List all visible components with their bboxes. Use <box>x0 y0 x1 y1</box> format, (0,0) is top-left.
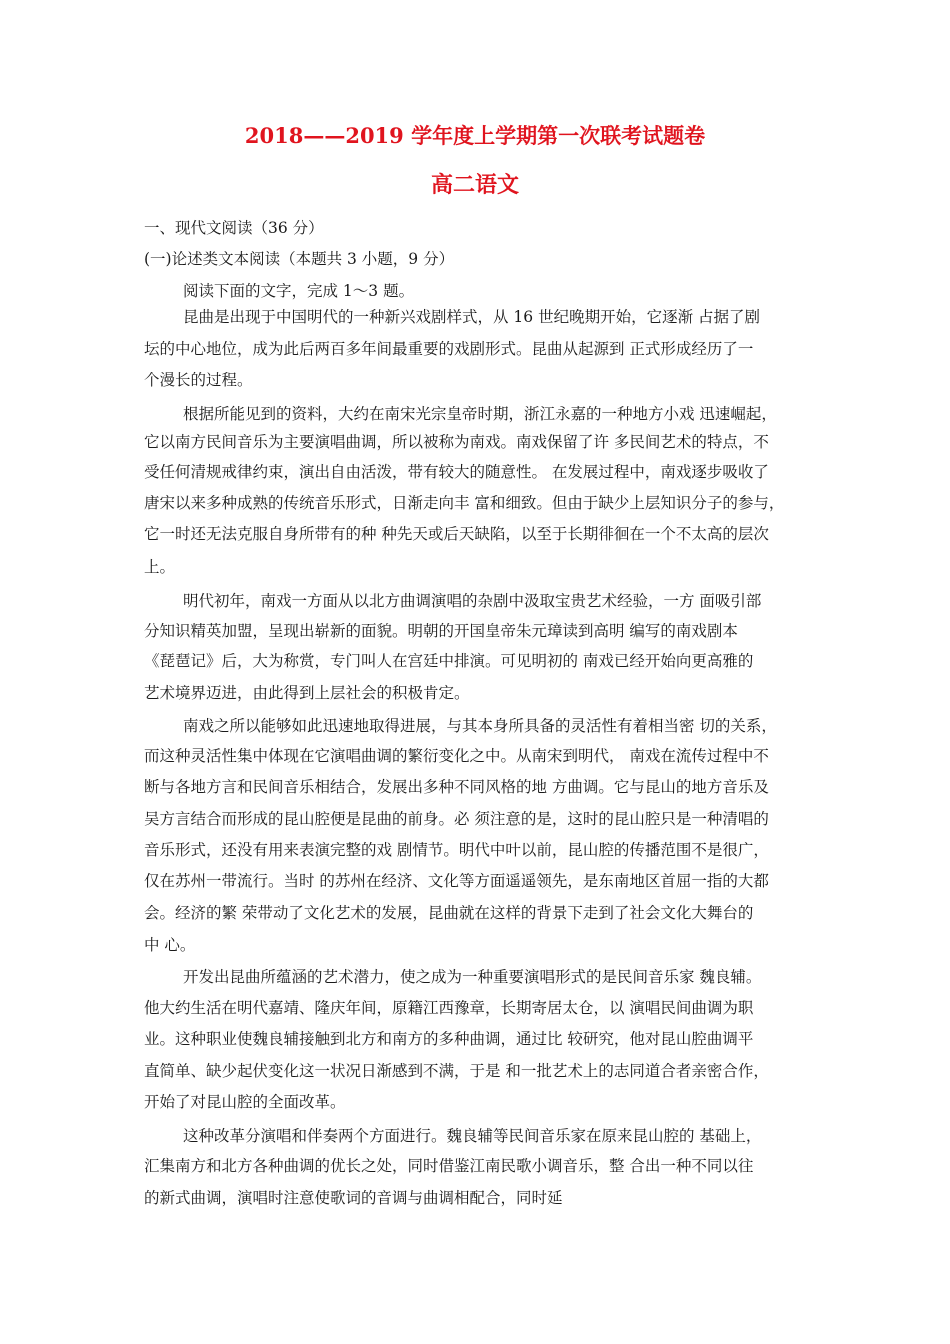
paragraph-line: 分知识精英加盟，呈现出崭新的面貌。明朝的开国皇帝朱元璋读到高明 编写的南戏剧本 <box>144 622 738 640</box>
exam-subject: 高二语文 <box>430 172 519 198</box>
paragraph-line: 上。 <box>144 558 176 576</box>
paragraph-line: 唐宋以来多种成熟的传统音乐形式，日渐走向丰 富和细致。但由于缺少上层知识分子的参与， <box>144 494 785 512</box>
paragraph-line: 而这种灵活性集中体现在它演唱曲调的繁衍变化之中。从南宋到明代， 南戏在流传过程中不 <box>144 747 769 765</box>
paragraph-line: 汇集南方和北方各种曲调的优长之处，同时借鉴江南民歌小调音乐，整 合出一种不同以往 <box>144 1157 754 1175</box>
paragraph-line: 艺术境界迈进，由此得到上层社会的积极肯定。 <box>144 684 470 702</box>
paragraph-line: 直简单、缺少起伏变化这一状况日渐感到不满，于是 和一批艺术上的志同道合者亲密合作， <box>144 1062 769 1080</box>
paragraph-line: 开始了对昆山腔的全面改革。 <box>144 1093 346 1111</box>
paragraph-line: 根据所能见到的资料，大约在南宋光宗皇帝时期，浙江永嘉的一种地方小戏 迅速崛起， <box>183 405 777 423</box>
paragraph-line: 南戏之所以能够如此迅速地取得进展，与其本身所具备的灵活性有着相当密 切的关系， <box>183 717 777 735</box>
paragraph-line: 业。这种职业使魏良辅接触到北方和南方的多种曲调，通过比 较研究，他对昆山腔曲调平 <box>144 1030 754 1048</box>
paragraph-line: 个漫长的过程。 <box>144 371 253 389</box>
paragraph-line: 中 心。 <box>144 936 196 954</box>
paragraph-line: 它一时还无法克服自身所带有的种 种先天或后天缺陷，以至于长期徘徊在一个不太高的层次 <box>144 525 769 543</box>
paragraph-line: 《琵琶记》后，大为称赏，专门叫人在宫廷中排演。可见明初的 南戏已经开始向更高雅的 <box>144 652 754 670</box>
paragraph-line: 它以南方民间音乐为主要演唱曲调，所以被称为南戏。南戏保留了许 多民间艺术的特点，不 <box>144 433 769 451</box>
paragraph-line: 昆曲是出现于中国明代的一种新兴戏剧样式，从 16 世纪晚期开始，它逐渐 占据了剧 <box>183 308 761 326</box>
paragraph-line: 音乐形式，还没有用来表演完整的戏 剧情节。明代中叶以前，昆山腔的传播范围不是很广， <box>144 841 769 859</box>
paragraph-line: 仅在苏州一带流行。当时 的苏州在经济、文化等方面遥遥领先，是东南地区首屈一指的大都 <box>144 872 769 890</box>
paragraph-line: 他大约生活在明代嘉靖、隆庆年间，原籍江西豫章，长期寄居太仓，以 演唱民间曲调为职 <box>144 999 754 1017</box>
reading-instruction: 阅读下面的文字，完成 1～3 题。 <box>183 282 415 300</box>
paragraph-line: 的新式曲调，演唱时注意使歌词的音调与曲调相配合，同时延 <box>144 1189 563 1207</box>
paragraph-line: 这种改革分演唱和伴奏两个方面进行。魏良辅等民间音乐家在原来昆山腔的 基础上， <box>183 1127 762 1145</box>
paragraph-line: 吴方言结合而形成的昆山腔便是昆曲的前身。必 须注意的是，这时的昆山腔只是一种清唱的 <box>144 810 769 828</box>
paragraph-line: 开发出昆曲所蕴涵的艺术潜力，使之成为一种重要演唱形式的是民间音乐家 魏良辅。 <box>183 968 762 986</box>
exam-title: 2018——2019 学年度上学期第一次联考试题卷 <box>244 123 706 148</box>
paragraph-line: 明代初年，南戏一方面从以北方曲调演唱的杂剧中汲取宝贵艺术经验，一方 面吸引部 <box>183 592 762 610</box>
paragraph-line: 会。经济的繁 荣带动了文化艺术的发展，昆曲就在这样的背景下走到了社会文化大舞台的 <box>144 904 754 922</box>
subsection-heading: (一)论述类文本阅读（本题共 3 小题，9 分） <box>144 250 455 268</box>
paragraph-line: 断与各地方言和民间音乐相结合，发展出多种不同风格的地 方曲调。它与昆山的地方音乐及 <box>144 778 769 796</box>
section-heading: 一、现代文阅读（36 分） <box>144 219 324 237</box>
paragraph-line: 坛的中心地位，成为此后两百多年间最重要的戏剧形式。昆曲从起源到 正式形成经历了一 <box>144 340 754 358</box>
paragraph-line: 受任何清规戒律约束，演出自由活泼，带有较大的随意性。 在发展过程中，南戏逐步吸收了 <box>144 463 769 481</box>
